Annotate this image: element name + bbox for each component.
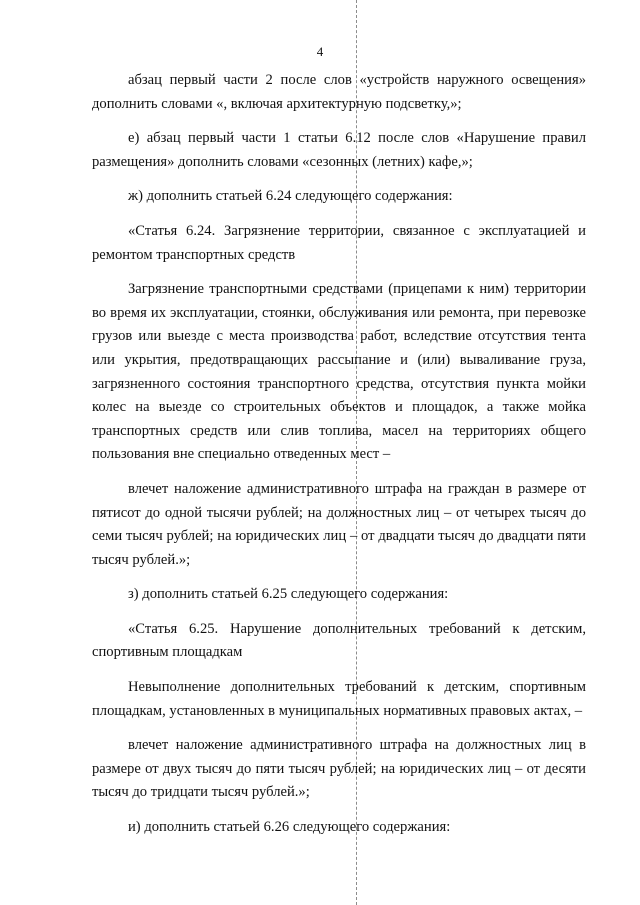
article-6-24-disposition: Загрязнение транспортными средствами (прицепами к ним) территории во время их эксплуатации, стоянки, обслуживания или ремонта, при перевозке грузов или выезде с места производства работ, вследствие отсутствия тента или укрытия, предотвращающих рассыпание и (или) вываливание груза, загрязненного состояния транспортного средства, отсутствия пункта мойки колес на выезде со строительных объектов и площадок, а также мойка транспортных средств или слив топлива, масел на территориях общего пользования вне специально отведенных мест – xyxy=(92,281,586,463)
paragraph-amend-part2: абзац первый части 2 после слов «устройств наружного освещения» дополнить словами «, включая архитектурную подсветку,»; xyxy=(92,72,586,112)
article-6-25-heading: «Статья 6.25. Нарушение дополнительных требований к детским, спортивным площадкам xyxy=(92,620,586,661)
paragraph-item-e: е) абзац первый части 1 статьи 6.12 после слов «Нарушение правил размещения» дополнить словами «сезонных (летних) кафе,»; xyxy=(92,130,586,170)
article-6-24-sanction: влечет наложение административного штрафа на граждан в размере от пятисот до одной тысячи рублей; на должностных лиц – от четырех тысяч до семи тысяч рублей; на юридических лиц – от двадцати тысяч до двадцати пяти тысяч рублей.»; xyxy=(92,480,586,568)
article-6-25-sanction: влечет наложение административного штрафа на должностных лиц в размере от двух тысяч до пяти тысяч рублей; на юридических лиц – от десяти тысяч до тридцати тысяч рублей.»; xyxy=(92,737,586,801)
paragraph-item-zh: ж) дополнить статьей 6.24 следующего содержания: xyxy=(128,188,453,205)
page-number: 4 xyxy=(316,44,324,59)
paragraph-item-i: и) дополнить статьей 6.26 следующего содержания: xyxy=(128,819,451,836)
article-6-25-disposition: Невыполнение дополнительных требований к детским, спортивным площадкам, установленных в муниципальных нормативных правовых актах, – xyxy=(92,679,586,719)
article-6-24-heading: «Статья 6.24. Загрязнение территории, связанное с эксплуатацией и ремонтом транспортных средств xyxy=(92,222,586,263)
paragraph-item-z: з) дополнить статьей 6.25 следующего содержания: xyxy=(128,586,449,603)
document-body xyxy=(92,69,586,840)
